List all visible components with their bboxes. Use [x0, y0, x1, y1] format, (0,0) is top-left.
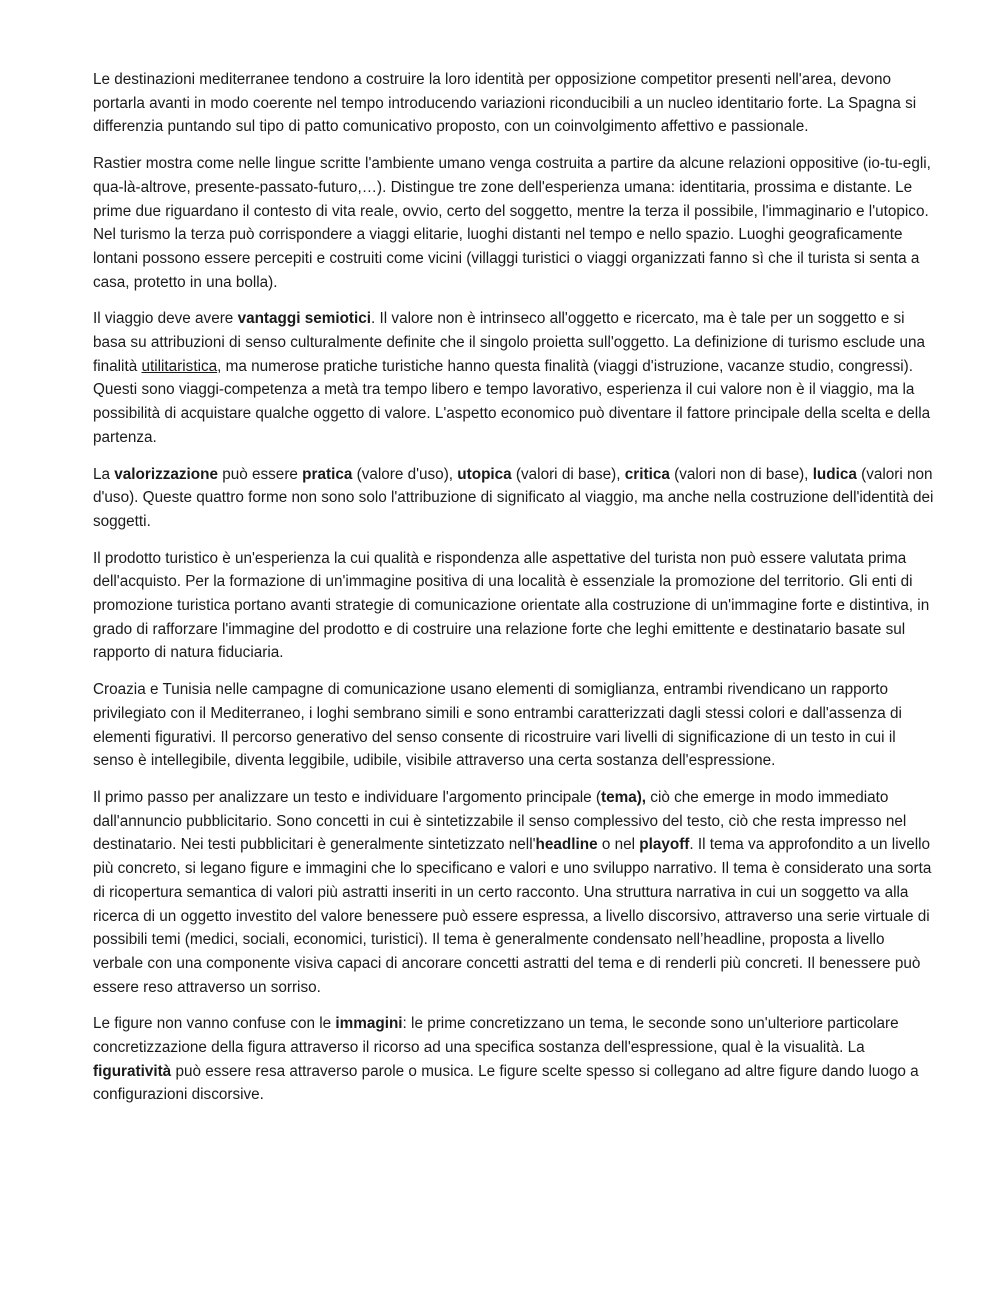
text-run: : le prime concretizzano un tema, le seconde sono un'ulteriore particolare concretizzazione della figura attraverso il ricorso ad una specifica sostanza dell'espressione, qual è la visualità. La	[93, 1015, 899, 1057]
paragraph-valorizzazione	[93, 463, 935, 534]
bold-term-valorizzazione: valorizzazione	[114, 465, 218, 483]
text-run: Il viaggio deve avere	[93, 310, 238, 328]
text-run: La	[93, 465, 115, 483]
underlined-term-utilitaristica: utilitaristica	[141, 357, 218, 375]
bold-term-immagini: immagini	[335, 1015, 403, 1033]
paragraph-rastier-zones: Rastier mostra come nelle lingue scritte l'ambiente umano venga costruita a partire da alcune relazioni oppositive (io-tu-egli, qua-là-altrove, presente-passato-futuro,…). Distingue tre zone dell'esperienza umana: identitaria, prossima e distante. Le prime due riguardano il contesto di vita reale, ovvio, certo del soggetto, mentre la terza il possibile, l'immaginario e l'utopico. Nel turismo la terza può corrispondere a viaggi elitarie, luoghi distanti nel tempo e nello spazio. Luoghi geograficamente lontani possono essere percepiti e costruiti come vicini (villaggi turistici o viaggi organizzati fanno sì che il turista si senta a casa, protetto in una bolla).	[93, 155, 931, 291]
bold-term-figurativita: figuratività	[93, 1062, 172, 1080]
text-run: (valori non di base),	[669, 465, 813, 483]
text-run: . Il tema va approfondito a un livello più concreto, si legano figure e immagini che lo specificano e valori e uno sviluppo narrativo. Il tema è considerato una sorta di ricopertura semantica di valori più astratti inseriti in un certo racconto. Una struttura narrativa in cui un soggetto va alla ricerca di un oggetto investito del valore benessere può essere espressa, a livello discorsivo, attraverso una serie virtuale di possibili temi (medici, sociali, economici, turistici). Il tema è generalmente condensato nell’headline, proposta a livello verbale con una componente visiva capaci di ancorare concetti astratti del tema e di renderli più concreti. Il benessere può essere reso attraverso un sorriso.	[93, 836, 932, 996]
bold-term-tema: tema),	[601, 788, 647, 806]
bold-term-utopica: utopica	[457, 465, 512, 483]
paragraph-figure-immagini	[93, 1012, 935, 1107]
paragraph-tourist-product: Il prodotto turistico è un'esperienza la cui qualità e rispondenza alle aspettative del turista non può essere valutata prima dell'acquisto. Per la formazione di un'immagine positiva di una località è essenziale la promozione del territorio. Gli enti di promozione turistica portano avanti strategie di comunicazione orientate alla costruzione di un'immagine forte e distintiva, in grado di rafforzare l'immagine del prodotto e di costruire una relazione forte che leghi emittente e destinatario basate sul rapporto di natura fiduciaria.	[93, 549, 930, 662]
text-run: ciò che emerge in modo immediato dall'annuncio pubblicitario. Sono concetti in cui è sintetizzabile il senso complessivo del testo, ciò che resta impresso nel destinatario. Nei testi pubblicitari è generalmente sintetizzato nell'	[93, 788, 907, 854]
bold-term-critica: critica	[624, 465, 670, 483]
text-run: (valori non d'uso). Queste quattro forme non sono solo l'attribuzione di significato al viaggio, ma anche nella costruzione dell'identità dei soggetti.	[93, 465, 934, 530]
bold-term-vantaggi-semiotici: vantaggi semiotici	[237, 310, 372, 328]
text-run: può essere resa attraverso parole o musica. Le figure scelte spesso si collegano ad altre figure dando luogo a configurazioni discorsive.	[93, 1062, 919, 1104]
text-run: (valori di base),	[511, 465, 625, 483]
text-run: può essere	[217, 465, 303, 483]
bold-term-pratica: pratica	[302, 465, 353, 483]
document-page	[93, 68, 935, 1120]
paragraph-croazia-tunisia: Croazia e Tunisia nelle campagne di comunicazione usano elementi di somiglianza, entrambi rivendicano un rapporto privilegiato con il Mediterraneo, i loghi sembrano simili e sono entrambi caratterizzati dagli stessi colori e dall'assenza di elementi figurativi. Il percorso generativo del senso consente di ricostruire vari livelli di significazione di un testo in cui il senso è intellegibile, diventa leggibile, udibile, visibile attraverso una certa sostanza dell'espressione.	[93, 681, 902, 770]
text-run: (valore d'uso),	[352, 465, 458, 483]
paragraph-tema	[93, 786, 935, 999]
text-run: Il primo passo per analizzare un testo e individuare l'argomento principale (	[93, 788, 601, 806]
text-run: . Il valore non è intrinseco all'oggetto e ricercato, ma è tale per un soggetto e si basa su attribuzioni di senso culturalmente definite che il singolo proietta sull'oggetto. La definizione di turismo esclude una finalità	[93, 310, 925, 375]
bold-term-ludica: ludica	[812, 465, 857, 483]
paragraph-semiotic-advantages	[93, 307, 935, 449]
text-run: Le figure non vanno confuse con le	[93, 1015, 336, 1033]
text-run: , ma numerose pratiche turistiche hanno questa finalità (viaggi d'istruzione, vacanze studio, congressi). Questi sono viaggi-competenza a metà tra tempo libero e tempo lavorativo, esperienza il cui valore non è il viaggio, ma la possibilità di acquistare qualche oggetto di valore. L'aspetto economico può diventare il fattore principale della scelta e della partenza.	[93, 357, 931, 446]
bold-term-headline: headline	[535, 836, 598, 854]
bold-term-playoff: playoff	[639, 836, 690, 854]
text-run: o nel	[597, 836, 640, 854]
paragraph-mediterranean-identity: Le destinazioni mediterranee tendono a costruire la loro identità per opposizione competitor presenti nell'area, devono portarla avanti in modo coerente nel tempo introducendo variazioni riconducibili a un nucleo identitario forte. La Spagna si differenzia puntando sul tipo di patto comunicativo proposto, con un coinvolgimento affettivo e passionale.	[93, 71, 917, 136]
